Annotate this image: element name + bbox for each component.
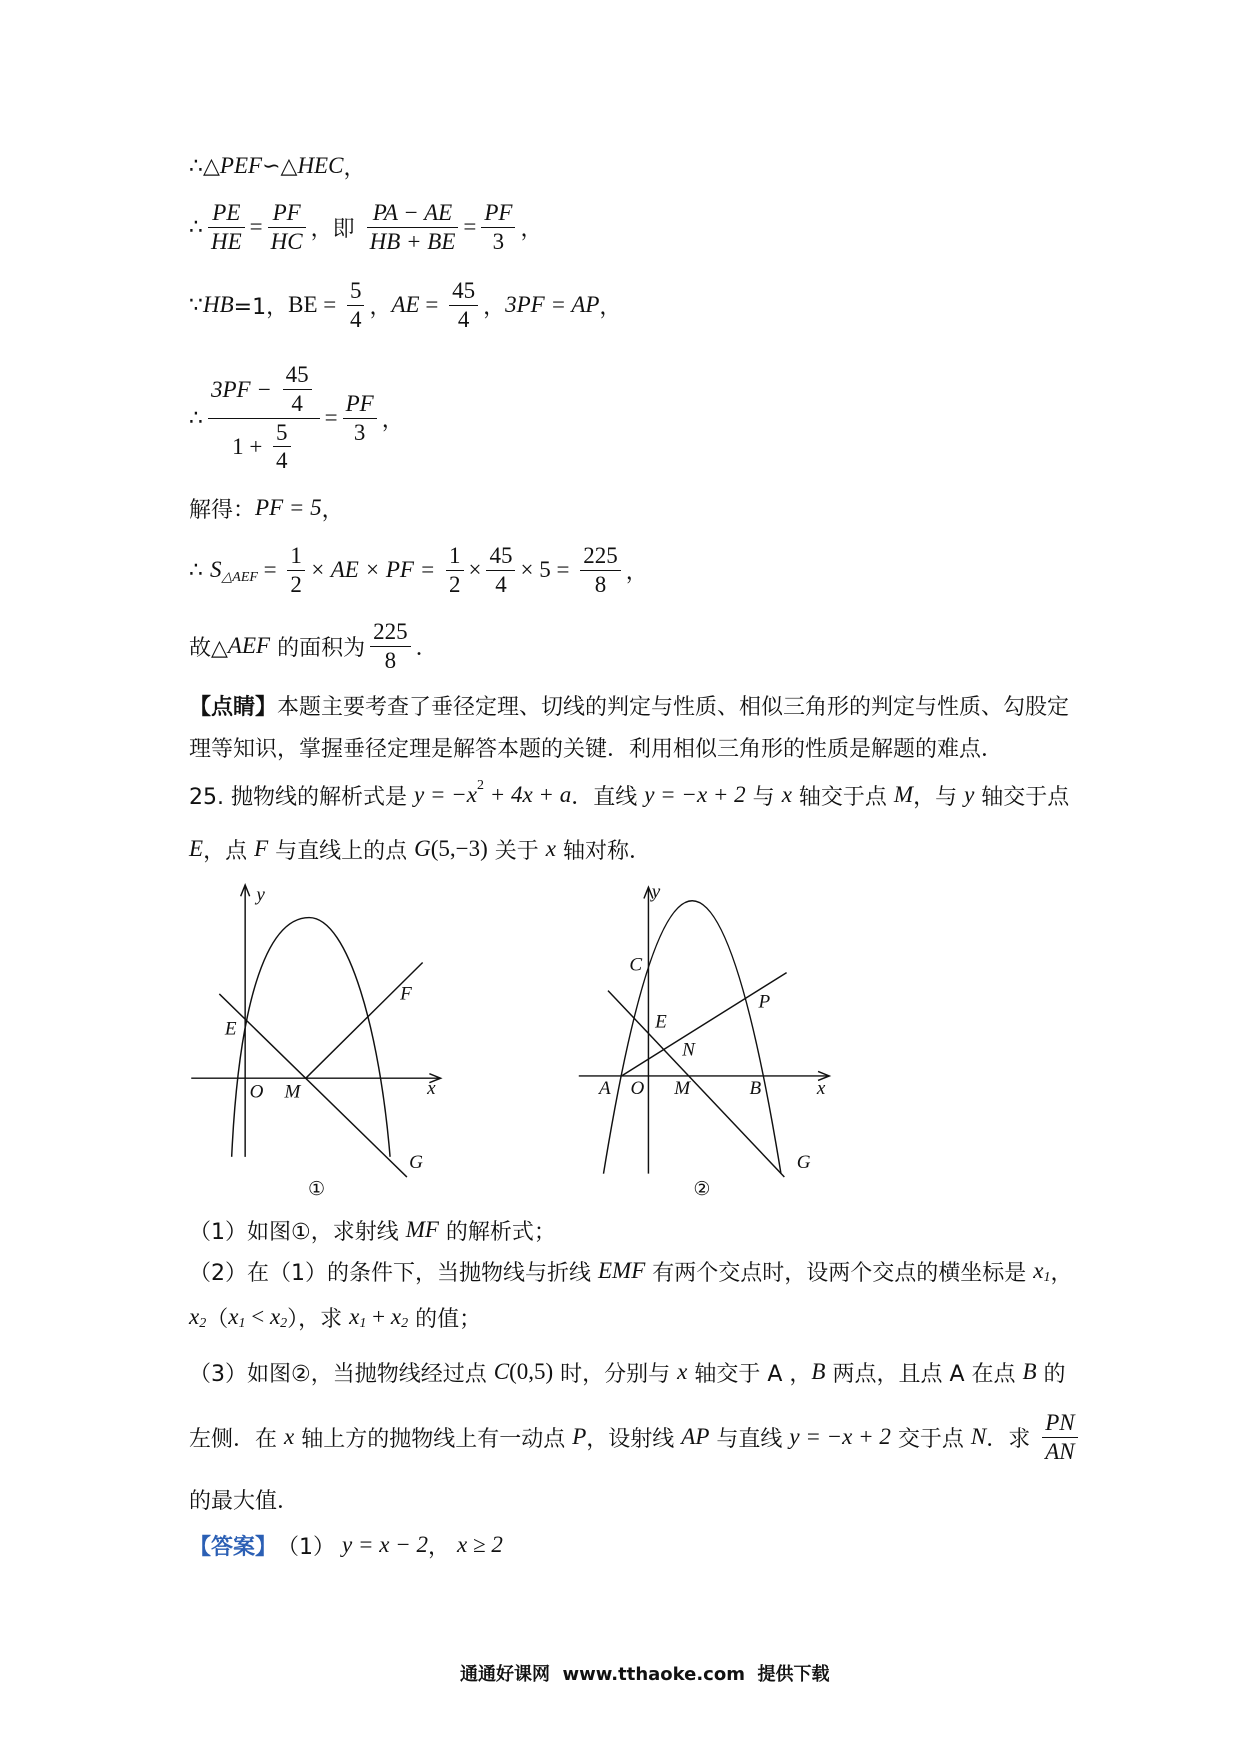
- text: ．求: [986, 1426, 1038, 1452]
- label-c: C: [629, 954, 643, 976]
- math-text: y = −x: [413, 782, 477, 807]
- math-text: E: [189, 836, 204, 861]
- math-text: x: [284, 1424, 295, 1449]
- page-footer: 通通好课网 www.tthaoke.com 提供下载: [460, 1664, 830, 1685]
- question-3-end: [189, 1484, 299, 1514]
- denominator: AN: [1042, 1437, 1077, 1466]
- text: 轴交于点: [791, 784, 894, 810]
- math-text: × AE × PF =: [309, 557, 441, 582]
- math-text: x: [390, 1304, 402, 1329]
- text: ，即: [310, 216, 362, 242]
- math-text: 3PF = AP: [505, 292, 600, 317]
- punctuation: ，: [369, 294, 392, 320]
- math-text: B: [811, 1359, 826, 1384]
- numerator: PN: [1045, 1409, 1075, 1435]
- math-text: x: [228, 1304, 239, 1329]
- text: =1，: [233, 294, 289, 320]
- math-text: x: [189, 1304, 200, 1329]
- text: 的最大值．: [189, 1488, 300, 1514]
- punctuation: （: [206, 1306, 229, 1332]
- fraction: [486, 542, 515, 598]
- label-y: y: [651, 881, 661, 903]
- math-text: x ≥ 2: [456, 1532, 503, 1557]
- equals-sign: =: [257, 557, 283, 582]
- numerator: 5: [349, 277, 362, 303]
- fraction: [273, 419, 291, 475]
- question-3: [189, 1355, 1066, 1389]
- fraction: [287, 542, 305, 598]
- therefore-symbol: ∴: [189, 557, 210, 583]
- punctuation: ，: [599, 294, 622, 320]
- equals-sign: =: [419, 292, 445, 317]
- solution-line-7: [189, 616, 438, 676]
- math-text: x: [349, 1304, 360, 1329]
- label-a: A: [599, 1077, 611, 1099]
- denominator: 8: [370, 646, 411, 675]
- question-2: [189, 1256, 1073, 1286]
- complex-fraction: [208, 361, 320, 474]
- label-n: N: [682, 1039, 695, 1061]
- denominator: 2: [287, 570, 305, 599]
- text: 交于点: [890, 1426, 971, 1452]
- math-text: EMF: [598, 1258, 646, 1283]
- figure-caption: ②: [693, 1177, 711, 1201]
- denominator: [208, 418, 320, 475]
- denominator: 4: [347, 305, 365, 334]
- text: 轴交于点: [974, 784, 1070, 810]
- math-text: + 4x + a: [483, 782, 572, 807]
- solution-line-5: [189, 493, 344, 523]
- fraction: [481, 199, 515, 255]
- text: 两点，且点 A 在点: [825, 1361, 1023, 1387]
- numerator: PE: [212, 199, 241, 225]
- text: 的值；: [408, 1306, 482, 1332]
- text: 的面积为: [270, 635, 366, 661]
- therefore-symbol: ∴: [189, 405, 203, 431]
- math-text: C: [493, 1359, 510, 1384]
- text: （1）如图①，求射线: [189, 1219, 406, 1245]
- denominator: HE: [208, 227, 245, 256]
- math-text: PEF: [219, 153, 263, 178]
- text: 的解析式；: [438, 1219, 556, 1245]
- fraction: [367, 199, 459, 255]
- times-sign: ×: [468, 557, 482, 582]
- fraction: [347, 277, 365, 333]
- subscript: 2: [280, 1316, 288, 1331]
- problem-line-1: [189, 778, 1069, 812]
- math-text: AP: [681, 1424, 710, 1449]
- math-text: y: [964, 782, 975, 807]
- question-1: [189, 1215, 556, 1245]
- numerator: 5: [276, 419, 288, 445]
- math-text: S: [210, 557, 222, 582]
- math-text: x: [1033, 1258, 1044, 1283]
- math-text: y = −x + 2: [644, 782, 746, 807]
- label-g: G: [796, 1152, 811, 1174]
- text: 轴对称．: [556, 838, 652, 864]
- math-text: x: [677, 1359, 688, 1384]
- punctuation: ，: [520, 216, 543, 242]
- numerator: 45: [285, 362, 309, 388]
- math-text: y = −x + 2: [789, 1424, 891, 1449]
- numerator: 45: [452, 277, 476, 303]
- text: ，设射线: [586, 1426, 682, 1452]
- math-text: × 5 =: [520, 557, 576, 582]
- label-x: x: [427, 1077, 436, 1099]
- text: ．直线: [571, 784, 645, 810]
- line-emg: [219, 994, 407, 1177]
- numerator: 45: [489, 542, 513, 568]
- numerator: 225: [373, 618, 408, 644]
- comment-text: 理等知识，掌握垂径定理是解答本题的关键．利用相似三角形的性质是解题的难点．: [189, 736, 1004, 762]
- solution-line-1: [189, 151, 365, 181]
- equals-sign: =: [463, 214, 477, 239]
- denominator: 4: [273, 446, 291, 475]
- text: （2）在（1）的条件下，当抛物线与折线: [189, 1260, 598, 1286]
- numerator: PA − AE: [372, 199, 453, 225]
- subscript: 2: [401, 1316, 409, 1331]
- denominator: 3: [481, 227, 515, 256]
- label-b: B: [749, 1077, 762, 1099]
- problem-line-2: [189, 832, 651, 866]
- figure-caption: ①: [308, 1177, 326, 1201]
- fraction: [343, 390, 377, 446]
- math-text: y = x − 2: [342, 1532, 428, 1557]
- subscript: 1: [359, 1316, 367, 1331]
- math-text: HEC: [297, 153, 344, 178]
- label-g: G: [409, 1152, 423, 1174]
- numerator: PF: [484, 199, 513, 225]
- solution-line-4: [189, 358, 404, 478]
- superscript: 2: [476, 778, 484, 793]
- fraction: [449, 277, 478, 333]
- subscript: △AEF: [221, 569, 258, 585]
- text: 关于: [487, 838, 546, 864]
- therefore-symbol: ∴△: [189, 153, 220, 179]
- parabola: [232, 918, 390, 1157]
- text: （1）: [277, 1534, 343, 1560]
- label-f: F: [400, 983, 412, 1005]
- denominator: 3: [343, 418, 377, 447]
- math-text: G: [414, 836, 431, 861]
- math-text: B: [1022, 1359, 1037, 1384]
- math-text: P: [572, 1424, 587, 1449]
- math-text: x: [781, 782, 792, 807]
- text: 轴上方的抛物线上有一动点: [294, 1426, 573, 1452]
- fraction: [1042, 1409, 1077, 1465]
- text: 故△: [189, 635, 228, 661]
- math-text: (5,−3): [430, 836, 488, 861]
- numerator: PF: [272, 199, 301, 225]
- text: 与: [745, 784, 782, 810]
- comment-line-1: [189, 690, 1069, 720]
- fraction: [283, 361, 312, 417]
- ray-ap: [621, 973, 786, 1076]
- math-text: BE =: [288, 292, 342, 317]
- punctuation: ，: [625, 559, 648, 585]
- parabola: [603, 901, 780, 1174]
- math-text: AE: [391, 292, 420, 317]
- text: 左侧．在: [189, 1426, 284, 1452]
- fraction: [370, 618, 411, 674]
- punctuation: ，: [321, 497, 344, 523]
- text: ，与: [913, 784, 965, 810]
- numerator: PF: [345, 390, 374, 416]
- similar-symbol: ∽△: [262, 153, 298, 179]
- punctuation: ，: [381, 407, 404, 433]
- math-text: N: [970, 1424, 987, 1449]
- therefore-symbol: ∴: [189, 214, 203, 240]
- text: 与直线上的点: [268, 838, 415, 864]
- math-text: x: [545, 836, 557, 861]
- text: ），求: [287, 1306, 350, 1332]
- comment-tag: 【点睛】: [189, 694, 278, 720]
- label-m: M: [674, 1077, 691, 1099]
- answer-line: [189, 1530, 503, 1560]
- math-text: MF: [405, 1217, 439, 1242]
- label-e: E: [655, 1011, 667, 1033]
- label-o: O: [249, 1081, 264, 1103]
- text: 轴交于 A ，: [687, 1361, 812, 1387]
- subscript: 1: [238, 1316, 246, 1331]
- comment-line-2: [189, 732, 1003, 762]
- answer-tag: 【答案】: [189, 1534, 278, 1560]
- numerator: 1: [449, 542, 461, 568]
- text: ，点: [203, 838, 255, 864]
- math-text: x: [269, 1304, 281, 1329]
- ray-mf: [306, 962, 423, 1078]
- math-text: (0,5): [509, 1359, 554, 1384]
- problem-figures: [180, 876, 854, 1213]
- math-text: 3PF −: [211, 376, 278, 402]
- math-text: HB: [203, 292, 234, 317]
- equals-sign: =: [249, 214, 263, 239]
- solution-line-2: [189, 197, 543, 257]
- text: 时，分别与: [553, 1361, 678, 1387]
- text: 有两个交点时，设两个交点的横坐标是: [645, 1260, 1034, 1286]
- denominator: 2: [446, 570, 464, 599]
- denominator: 4: [283, 389, 312, 418]
- solution-line-3: [189, 275, 621, 335]
- math-text: F: [254, 836, 269, 861]
- text: 解得：: [189, 497, 256, 523]
- punctuation: ，: [427, 1534, 457, 1560]
- fraction: [446, 542, 464, 598]
- label-m: M: [284, 1081, 301, 1103]
- comment-text: 本题主要考查了垂径定理、切线的判定与性质、相似三角形的判定与性质、勾股定: [277, 694, 1070, 720]
- denominator: 8: [580, 570, 621, 599]
- label-y: y: [256, 884, 265, 906]
- solution-line-6: [189, 540, 648, 600]
- punctuation: ，: [1050, 1260, 1073, 1286]
- subscript: 2: [199, 1316, 207, 1331]
- numerator: 1: [290, 542, 302, 568]
- label-e: E: [224, 1018, 237, 1040]
- text: 与直线: [709, 1426, 790, 1452]
- math-text: PF = 5: [255, 495, 322, 520]
- math-text: +: [366, 1304, 391, 1329]
- text: 的: [1036, 1361, 1066, 1387]
- equals-sign: =: [324, 405, 338, 430]
- denominator: HB + BE: [367, 227, 459, 256]
- subscript: 1: [1043, 1270, 1051, 1285]
- math-text: 1 +: [232, 433, 269, 459]
- numerator: 225: [583, 542, 618, 568]
- question-3-continued: [189, 1407, 1083, 1467]
- label-p: P: [758, 991, 771, 1013]
- denominator: HC: [268, 227, 306, 256]
- label-x: x: [816, 1077, 826, 1099]
- figure-2: [579, 881, 830, 1200]
- punctuation: ，: [483, 294, 506, 320]
- math-text: M: [893, 782, 914, 807]
- because-symbol: ∵: [189, 292, 203, 318]
- numerator: [208, 361, 320, 417]
- punctuation: ．: [415, 635, 438, 661]
- math-text: AEF: [227, 633, 271, 658]
- fraction: [268, 199, 306, 255]
- fraction: [208, 199, 245, 255]
- label-o: O: [630, 1077, 645, 1099]
- denominator: 4: [449, 305, 478, 334]
- punctuation: ，: [343, 155, 366, 181]
- question-2-continued: [189, 1302, 481, 1332]
- figure-1: [191, 885, 440, 1200]
- text: 25. 抛物线的解析式是: [189, 784, 414, 810]
- fraction: [580, 542, 621, 598]
- denominator: 4: [486, 570, 515, 599]
- math-text: <: [245, 1304, 270, 1329]
- text: （3）如图②，当抛物线经过点: [189, 1361, 494, 1387]
